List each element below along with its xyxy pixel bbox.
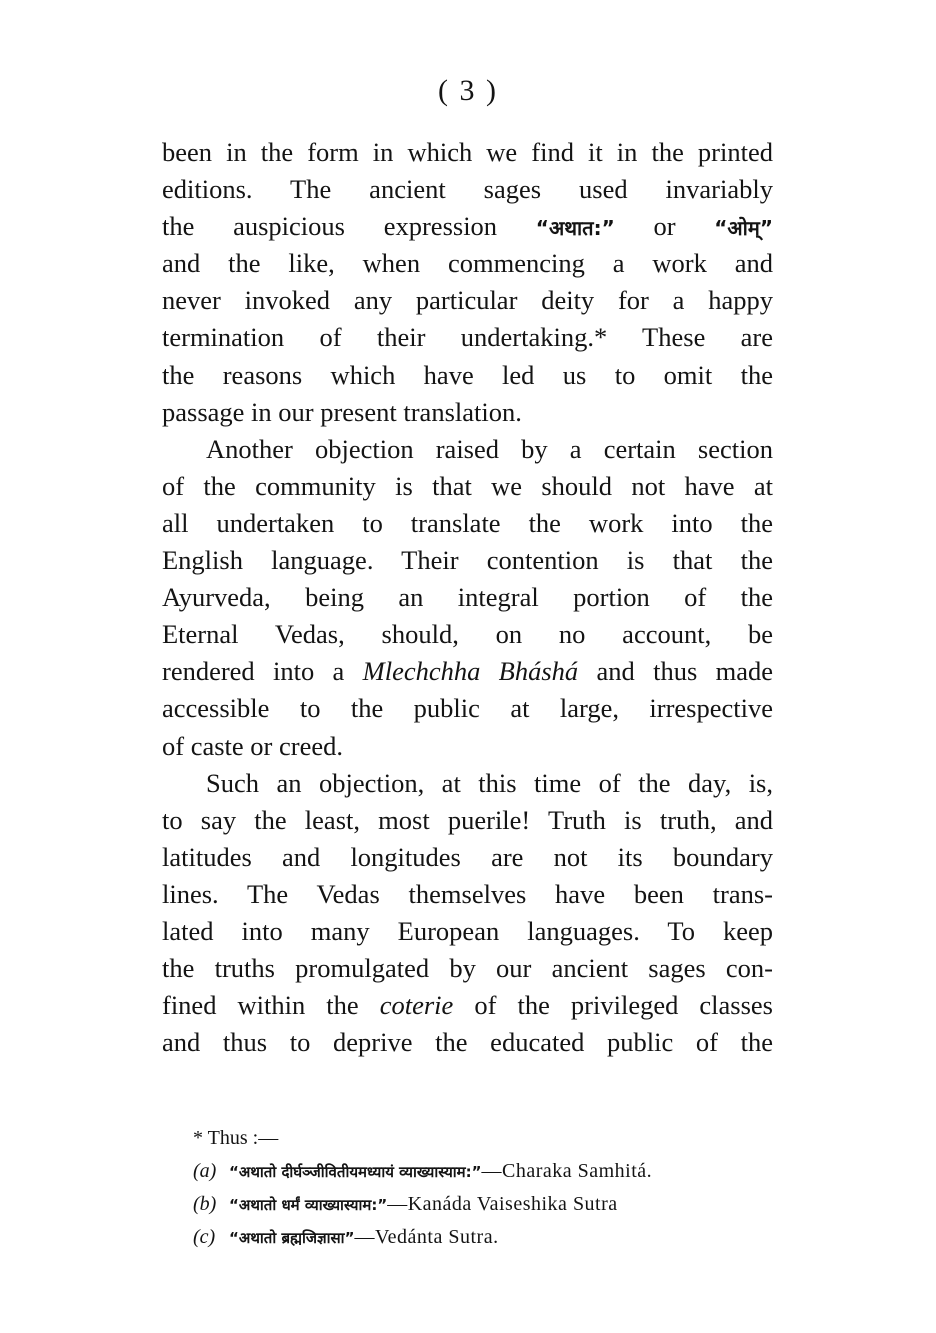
- text-line: accessible to the public at large, irrespective: [162, 693, 773, 724]
- footnote-item-a: [193, 1155, 813, 1188]
- text-line: been in the form in which we find it in the printed: [162, 137, 773, 167]
- text-line: of the community is that we should not have at: [162, 470, 773, 501]
- paragraph-3: [162, 765, 773, 1062]
- text-line: never invoked any particular deity for a happy: [162, 285, 773, 316]
- text-line: lated into many European languages. To keep: [162, 915, 773, 946]
- text-line: Eternal Vedas, should, on no account, be: [162, 619, 773, 650]
- footnotes: [193, 1122, 813, 1254]
- text-line: latitudes and longitudes are not its boundary: [162, 841, 773, 872]
- footnote-sanskrit: “अथातो धर्मं व्याख्यास्याम:”: [229, 1196, 388, 1214]
- main-text: [162, 134, 773, 1061]
- text-line: passage in our present translation.: [162, 396, 522, 427]
- text-line: the reasons which have led us to omit the: [162, 359, 773, 390]
- footnote-intro: * Thus :—: [193, 1127, 279, 1149]
- paragraph-1: [162, 134, 773, 431]
- text-line: editions. The ancient sages used invariably: [162, 174, 773, 205]
- footnote-sanskrit: “अथातो दीर्घञ्जीवितीयमध्यायं व्याख्यास्याम:”: [229, 1163, 482, 1181]
- footnote-source: —Vedánta Sutra.: [354, 1226, 499, 1248]
- footnote-source: —Kanáda Vaiseshika Sutra: [387, 1193, 618, 1215]
- text-line: Ayurveda, being an integral portion of the: [162, 582, 773, 613]
- italic-term-coterie: coterie: [379, 990, 454, 1021]
- text-line: of caste or creed.: [162, 730, 343, 761]
- text-line: all undertaken to translate the work into the: [162, 507, 773, 538]
- page-number: ( 3 ): [438, 74, 498, 107]
- text-line: termination of their undertaking.* These are: [162, 322, 773, 353]
- footnote-source: —Charaka Samhitá.: [481, 1160, 653, 1182]
- text-line: Another objection raised by a certain section: [206, 433, 773, 464]
- footnote-label: (a): [193, 1160, 217, 1182]
- text-line: to say the least, most puerile! Truth is truth, and: [162, 804, 773, 835]
- text-line: and thus to deprive the educated public of the: [162, 1027, 773, 1058]
- footnote-label: (c): [193, 1226, 216, 1248]
- text-line: rendered into a Mlechchha Bháshá and thus made: [162, 656, 773, 687]
- paragraph-2: [162, 431, 773, 765]
- footnote-item-c: [193, 1221, 813, 1254]
- sanskrit-athatah: “अथात:”: [535, 216, 615, 241]
- text-line: the truths promulgated by our ancient sages con-: [162, 953, 773, 984]
- footnote-sanskrit: “अथातो ब्रह्मजिज्ञासा”: [229, 1229, 355, 1247]
- text-line: Such an objection, at this time of the day, is,: [206, 767, 773, 798]
- text-line: English language. Their contention is that the: [162, 545, 773, 576]
- footnote-label: (b): [193, 1193, 217, 1215]
- sanskrit-om: “ओम्”: [714, 216, 773, 241]
- text-line: lines. The Vedas themselves have been trans-: [162, 878, 773, 909]
- text-line: the auspicious expression “अथात:” or “ओम्”: [162, 211, 773, 242]
- italic-term-mlechchha: Mlechchha Bháshá: [362, 656, 579, 687]
- text-line: fined within the coterie of the privileged classes: [162, 990, 773, 1021]
- text-line: and the like, when commencing a work and: [162, 248, 773, 279]
- footnote-item-b: [193, 1188, 813, 1221]
